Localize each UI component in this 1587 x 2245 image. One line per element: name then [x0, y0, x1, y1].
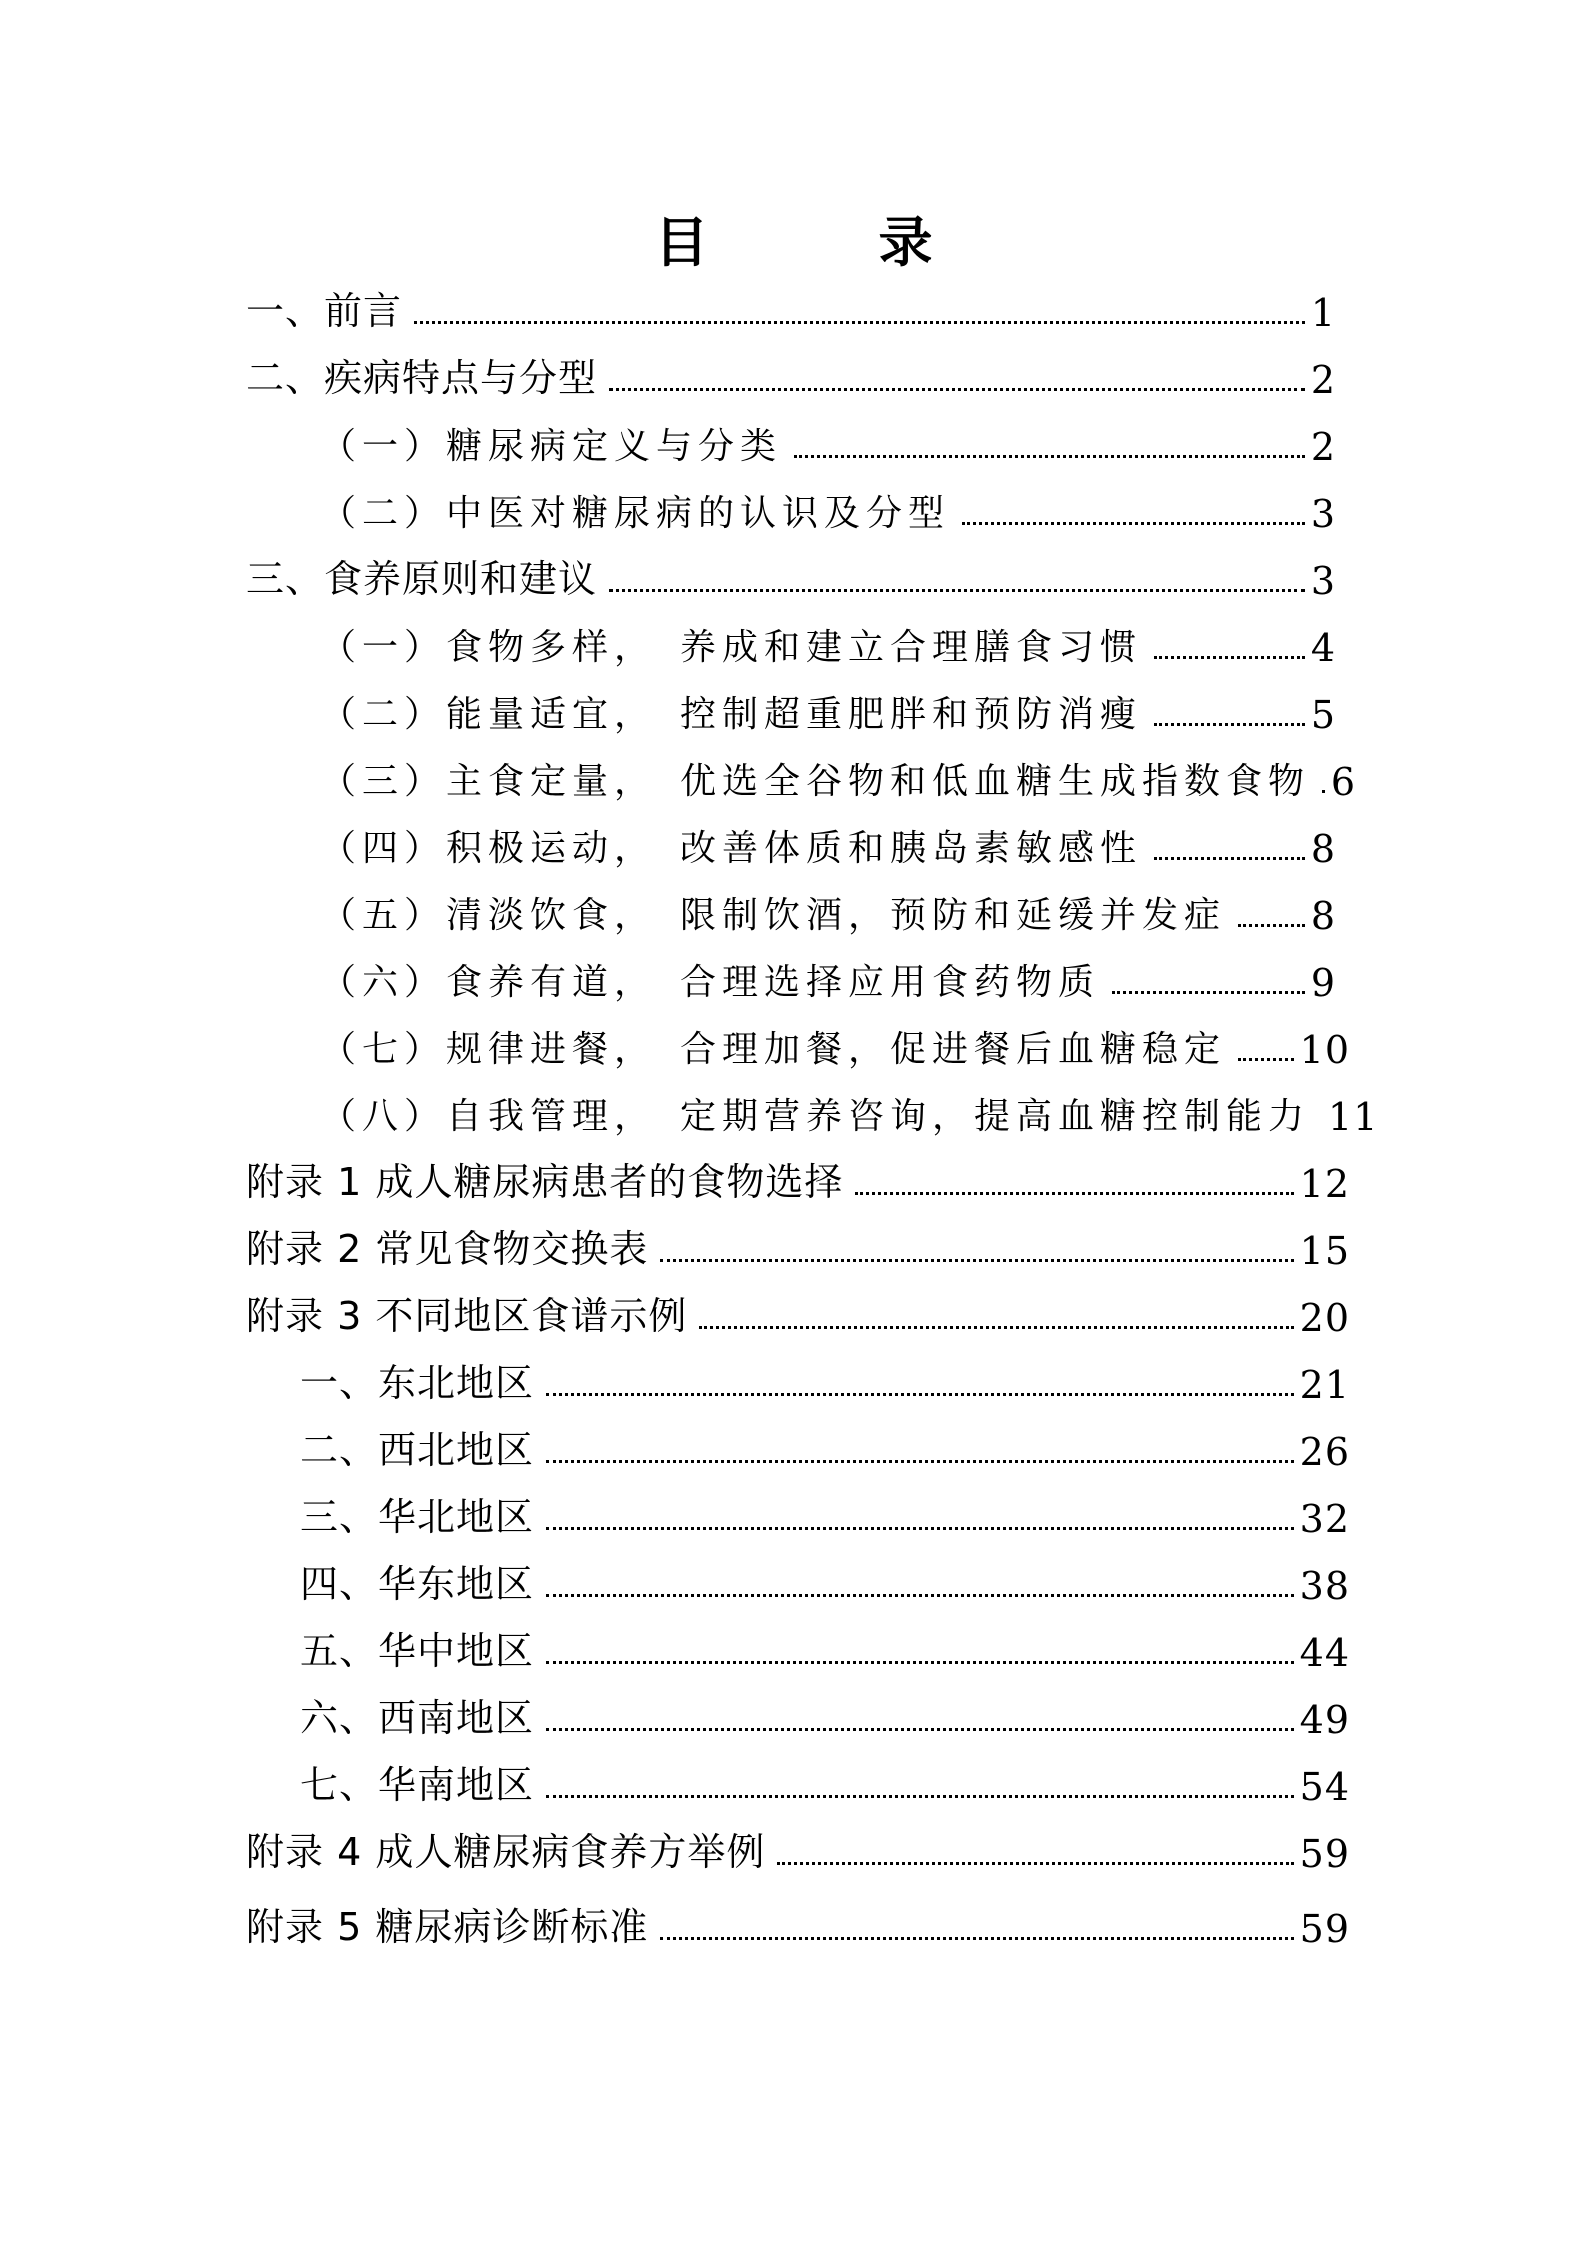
leader-dots — [794, 455, 1305, 458]
toc-entry-appendix-1[interactable] — [246, 1156, 1350, 1206]
leader-dots — [1238, 1058, 1294, 1061]
toc-page-number: 12 — [1299, 1162, 1350, 1206]
leader-dots — [546, 1728, 1294, 1731]
leader-dots — [546, 1594, 1294, 1597]
toc-page-number: 38 — [1299, 1564, 1350, 1608]
toc-page-number: 8 — [1310, 894, 1336, 938]
toc-page-number: 4 — [1310, 626, 1336, 670]
toc-entry-label: 附录 1 成人糖尿病患者的食物选择 — [246, 1160, 844, 1204]
leader-dots — [660, 1259, 1293, 1262]
toc-entry-label: 附录 2 常见食物交换表 — [246, 1227, 649, 1271]
page-title: 目 录 — [654, 210, 991, 274]
toc-page-number: 44 — [1299, 1631, 1350, 1675]
toc-page-number: 11 — [1328, 1095, 1379, 1139]
toc-entry-appendix-5[interactable] — [246, 1901, 1350, 1951]
leader-dots — [1322, 790, 1325, 793]
leader-dots — [414, 321, 1305, 324]
toc-entry-appendix-3[interactable] — [246, 1290, 1350, 1340]
leader-dots — [609, 589, 1305, 592]
toc-entry-label: 三、华北地区 — [300, 1495, 535, 1539]
toc-entry-principle-1[interactable] — [320, 620, 1336, 670]
toc-entry-label: （六）食养有道， 合理选择应用食药物质 — [320, 962, 1101, 1003]
toc-entry-label: 六、西南地区 — [300, 1696, 535, 1740]
leader-dots — [1238, 924, 1305, 927]
toc-entry-principle-7[interactable] — [320, 1022, 1350, 1072]
leader-dots — [699, 1326, 1293, 1329]
toc-page-number: 2 — [1310, 425, 1336, 469]
leader-dots — [546, 1661, 1294, 1664]
toc-entry-label: 一、东北地区 — [300, 1361, 535, 1405]
toc-page-number: 6 — [1330, 760, 1356, 804]
toc-entry-principle-5[interactable] — [320, 888, 1336, 938]
toc-entry-label: 二、西北地区 — [300, 1428, 535, 1472]
toc-entry-label: 五、华中地区 — [300, 1629, 535, 1673]
toc-page-number: 15 — [1299, 1229, 1350, 1273]
toc-page-number: 26 — [1299, 1430, 1350, 1474]
toc-entry-label: 四、华东地区 — [300, 1562, 535, 1606]
toc-page-number: 54 — [1299, 1765, 1350, 1809]
toc-entry-label: 附录 4 成人糖尿病食养方举例 — [246, 1830, 766, 1874]
toc-entry-label: 三、食养原则和建议 — [246, 557, 598, 601]
toc-entry-label: （五）清淡饮食， 限制饮酒，预防和延缓并发症 — [320, 895, 1227, 936]
leader-dots — [1154, 656, 1305, 659]
toc-page-number: 59 — [1299, 1907, 1350, 1951]
toc-entry-label: （二）中医对糖尿病的认识及分型 — [320, 493, 951, 534]
toc-entry-region-northeast[interactable] — [300, 1357, 1350, 1407]
toc-entry-region-south[interactable] — [300, 1759, 1350, 1809]
toc-entry-region-east[interactable] — [300, 1558, 1350, 1608]
leader-dots — [546, 1393, 1294, 1396]
toc-entry-region-north[interactable] — [300, 1491, 1350, 1541]
leader-dots — [962, 522, 1305, 525]
toc-entry-label: （八）自我管理， 定期营养咨询，提高血糖控制能力 — [320, 1096, 1311, 1137]
toc-entry-label: （二）能量适宜， 控制超重肥胖和预防消瘦 — [320, 694, 1143, 735]
leader-dots — [1154, 857, 1305, 860]
toc-entry-label: （一）食物多样， 养成和建立合理膳食习惯 — [320, 627, 1143, 668]
toc-entry-principle-3[interactable] — [320, 754, 1356, 804]
toc-entry-tcm[interactable] — [320, 486, 1336, 536]
toc-page-number: 5 — [1310, 693, 1336, 737]
toc-entry-appendix-4[interactable] — [246, 1826, 1350, 1876]
toc-page-number: 3 — [1310, 492, 1336, 536]
toc-page-number: 1 — [1310, 291, 1336, 335]
toc-entry-principle-8[interactable] — [320, 1089, 1379, 1139]
leader-dots — [660, 1937, 1293, 1940]
toc-page-number: 10 — [1299, 1028, 1350, 1072]
toc-page-number: 49 — [1299, 1698, 1350, 1742]
toc-entry-preface[interactable] — [246, 285, 1336, 335]
toc-entry-principle-6[interactable] — [320, 955, 1336, 1005]
leader-dots — [546, 1795, 1294, 1798]
toc-page-number: 8 — [1310, 827, 1336, 871]
toc-page-number: 21 — [1299, 1363, 1350, 1407]
toc-entry-label: （三）主食定量， 优选全谷物和低血糖生成指数食物 — [320, 761, 1311, 802]
leader-dots — [855, 1192, 1293, 1195]
toc-entry-label: 附录 5 糖尿病诊断标准 — [246, 1905, 649, 1949]
leader-dots — [777, 1862, 1293, 1865]
toc-entry-region-southwest[interactable] — [300, 1692, 1350, 1742]
toc-page-number: 9 — [1310, 961, 1336, 1005]
toc-entry-principle-2[interactable] — [320, 687, 1336, 737]
toc-entry-principle-4[interactable] — [320, 821, 1336, 871]
toc-entry-appendix-2[interactable] — [246, 1223, 1350, 1273]
toc-entry-label: 七、华南地区 — [300, 1763, 535, 1807]
toc-entry-definition[interactable] — [320, 419, 1336, 469]
toc-page-number: 3 — [1310, 559, 1336, 603]
leader-dots — [609, 388, 1305, 391]
leader-dots — [1112, 991, 1305, 994]
leader-dots — [546, 1527, 1294, 1530]
toc-entry-label: （七）规律进餐， 合理加餐，促进餐后血糖稳定 — [320, 1029, 1227, 1070]
toc-entry-label: 附录 3 不同地区食谱示例 — [246, 1294, 688, 1338]
toc-page-number: 2 — [1310, 358, 1336, 402]
toc-page-number: 59 — [1299, 1832, 1350, 1876]
leader-dots — [1154, 723, 1305, 726]
leader-dots — [546, 1460, 1294, 1463]
toc-entry-principles[interactable] — [246, 553, 1336, 603]
toc-page-number: 20 — [1299, 1296, 1350, 1340]
toc-entry-label: 一、前言 — [246, 289, 403, 333]
toc-entry-disease-features[interactable] — [246, 352, 1336, 402]
toc-entry-region-northwest[interactable] — [300, 1424, 1350, 1474]
toc-entry-label: （一）糖尿病定义与分类 — [320, 426, 783, 467]
toc-entry-label: （四）积极运动， 改善体质和胰岛素敏感性 — [320, 828, 1143, 869]
toc-entry-region-central[interactable] — [300, 1625, 1350, 1675]
toc-page-number: 32 — [1299, 1497, 1350, 1541]
toc-entry-label: 二、疾病特点与分型 — [246, 356, 598, 400]
